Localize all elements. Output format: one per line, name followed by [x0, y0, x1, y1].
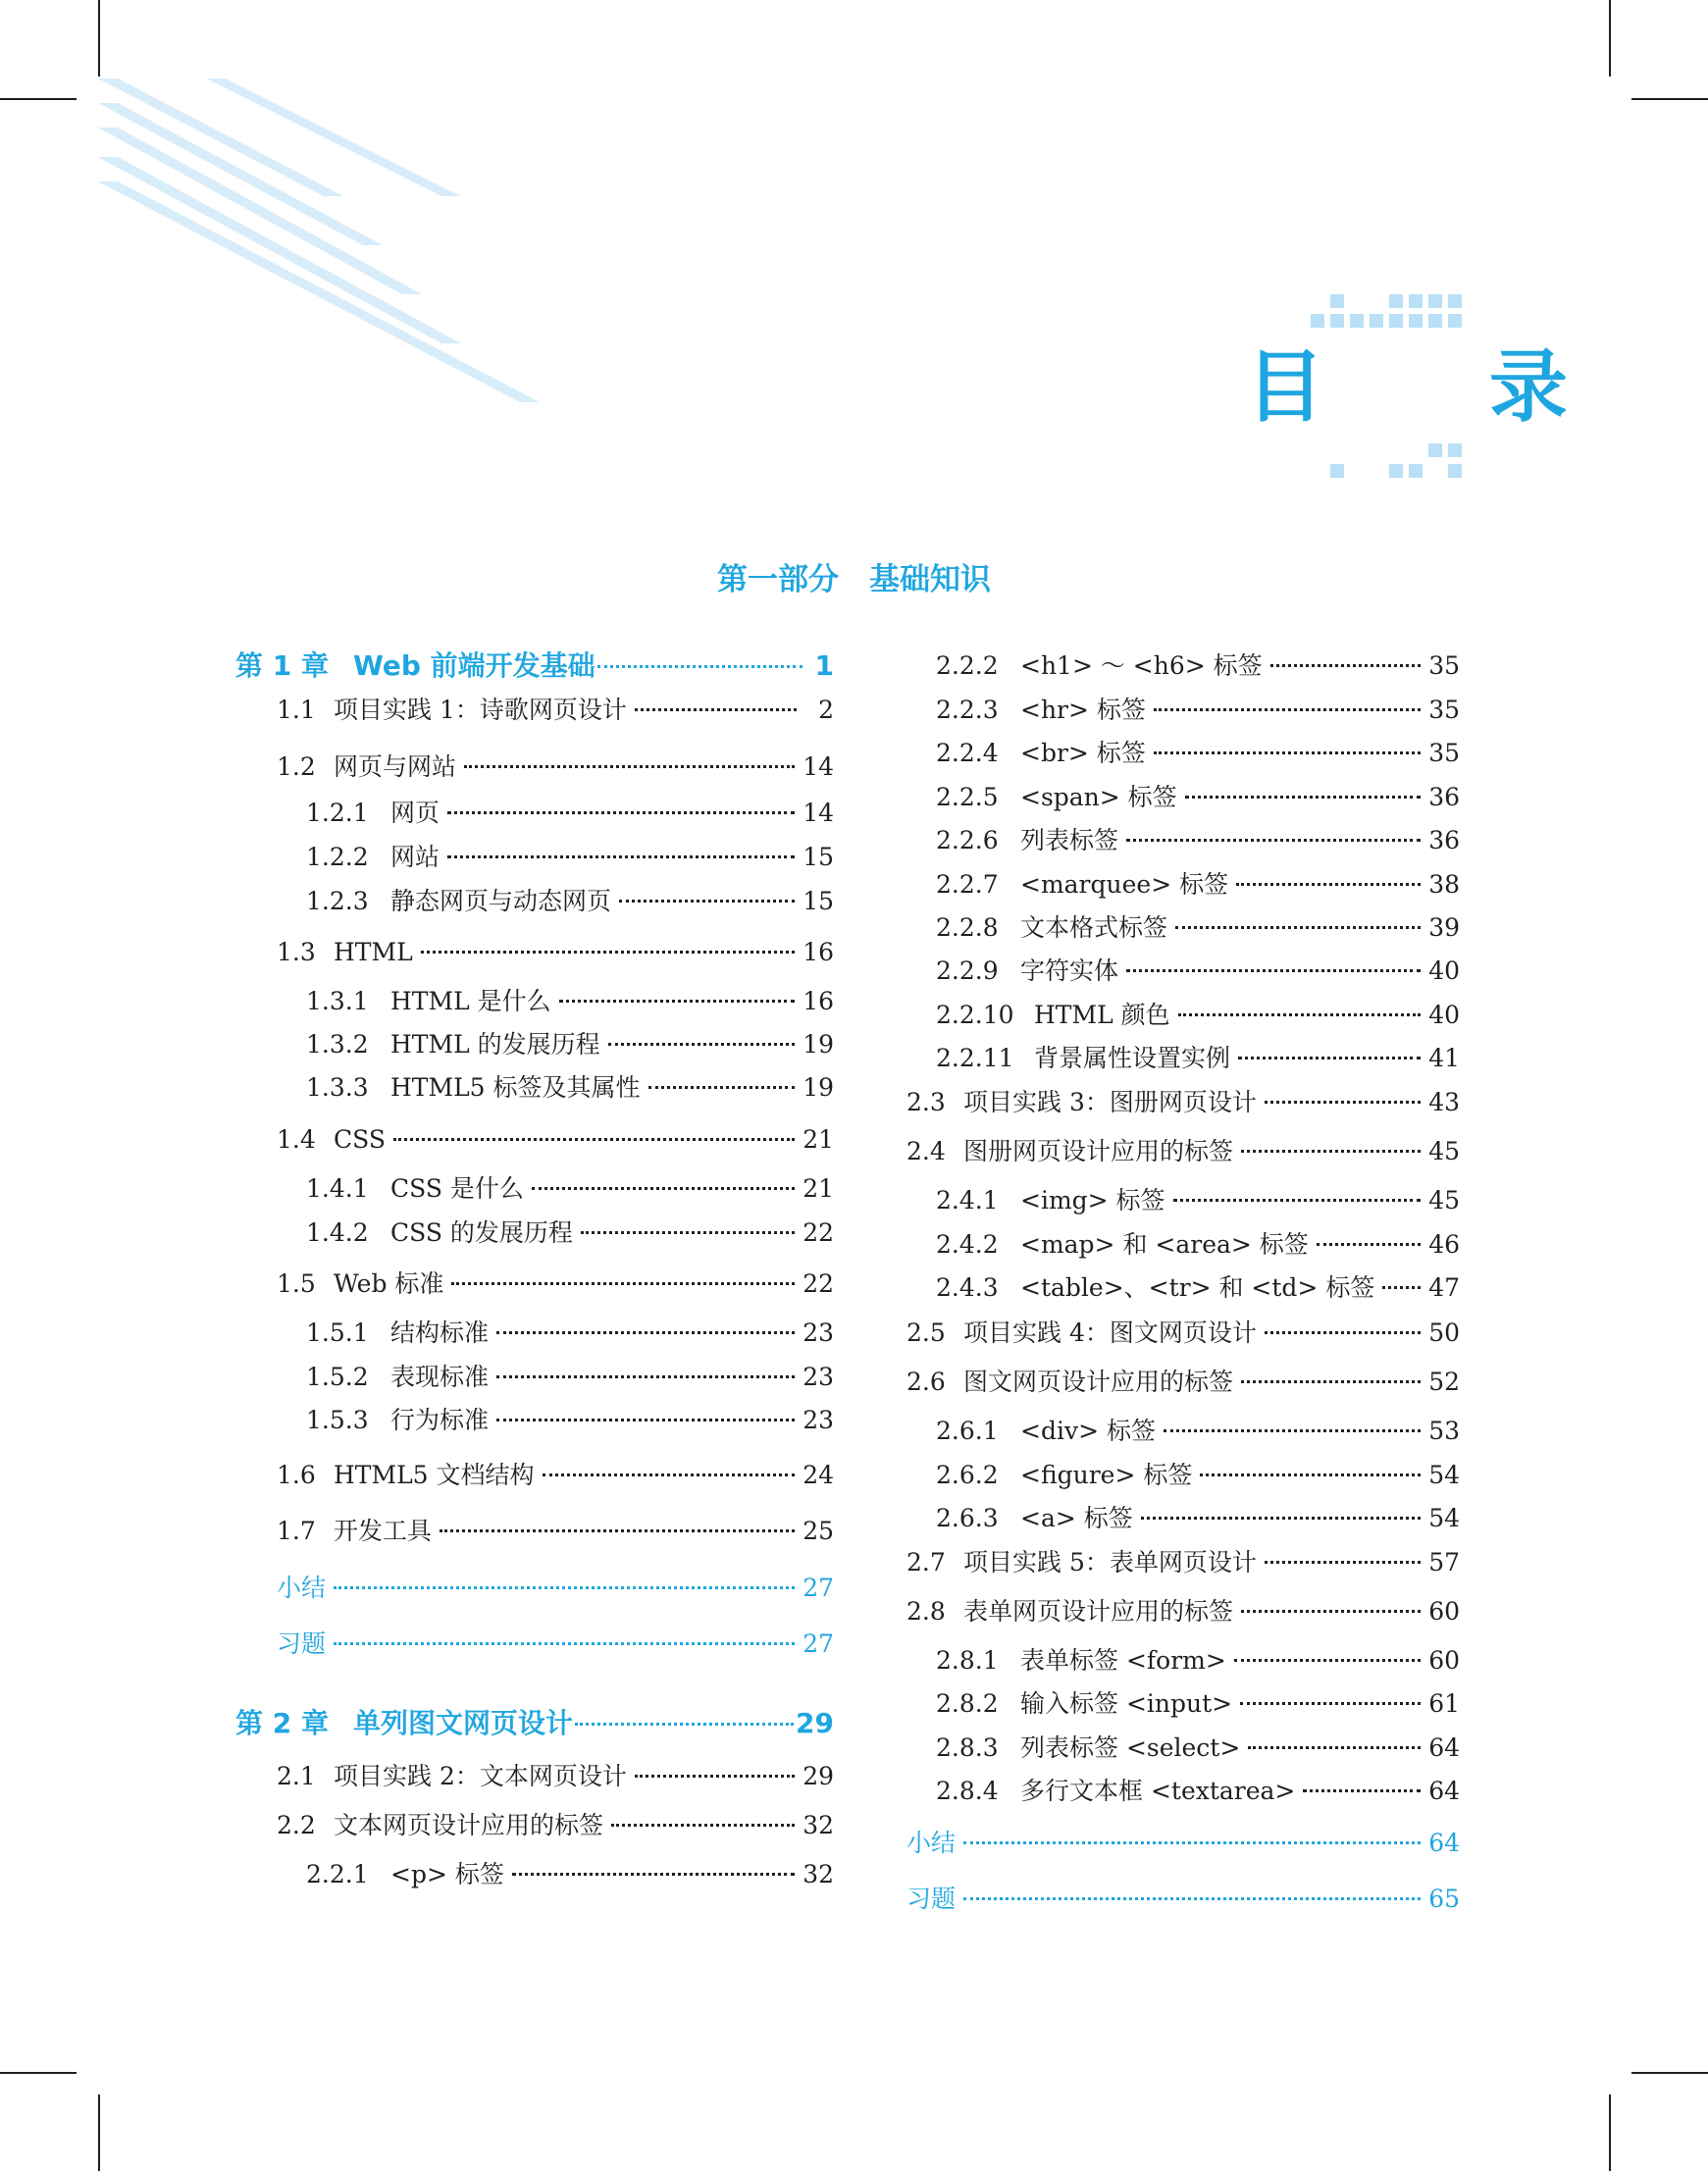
toc-entry — [277, 1459, 834, 1492]
toc-entry-title: HTML 颜色 — [1034, 1001, 1170, 1029]
toc-entry-title: 表单网页设计应用的标签 — [963, 1597, 1234, 1626]
toc-leader-dots — [464, 765, 795, 768]
toc-entry — [906, 1086, 1460, 1119]
toc-entry-number: 1.2.1 — [306, 799, 369, 827]
toc-entry-number: 2.2.10 — [936, 1001, 1014, 1029]
toc-entry — [306, 841, 834, 874]
toc-entry-number: 2.4.3 — [936, 1273, 999, 1302]
toc-entry-number: 2.8 — [906, 1597, 946, 1626]
toc-page-number: 64 — [1428, 1733, 1460, 1762]
toc-entry-title: <figure> 标签 — [1020, 1461, 1193, 1489]
toc-entry-title: 小结 — [906, 1829, 957, 1857]
toc-leader-dots — [1270, 664, 1422, 667]
toc-entry-number: 2.2.6 — [936, 826, 999, 854]
toc-chapter-entry — [235, 1707, 834, 1740]
toc-entry-title: 文本网页设计应用的标签 — [334, 1811, 604, 1839]
toc-entry-title: HTML 的发展历程 — [390, 1030, 600, 1059]
toc-page-number: 64 — [1428, 1777, 1460, 1805]
toc-leader-dots — [648, 1086, 796, 1089]
toc-entry-title: HTML5 文档结构 — [334, 1461, 535, 1489]
toc-page-number: 1 — [814, 649, 834, 682]
toc-entry-number: 2.8.2 — [936, 1689, 999, 1718]
toc-entry-title: <a> 标签 — [1020, 1504, 1133, 1532]
toc-leader-dots — [451, 1282, 795, 1285]
toc-page-number: 19 — [802, 1030, 834, 1059]
toc-leader-dots — [1141, 1517, 1421, 1520]
toc-leader-dots — [635, 708, 797, 711]
crop-mark — [1609, 2094, 1611, 2171]
toc-entry-number: 2.2.11 — [936, 1044, 1014, 1072]
toc-entry-title: 网页 — [390, 799, 440, 827]
toc-leader-dots — [1382, 1286, 1421, 1289]
toc-page-number: 19 — [802, 1073, 834, 1102]
toc-entry-title: <br> 标签 — [1020, 739, 1146, 767]
toc-page-number: 35 — [1428, 696, 1460, 724]
toc-leader-dots — [1303, 1789, 1421, 1792]
toc-entry — [936, 1644, 1460, 1678]
toc-page-number: 36 — [1428, 783, 1460, 811]
toc-page-number: 22 — [802, 1269, 834, 1298]
toc-entry-number: 1.5.1 — [306, 1318, 369, 1347]
toc-leader-dots — [1173, 1199, 1422, 1202]
toc-entry-title: <marquee> 标签 — [1020, 870, 1229, 899]
toc-entry-number: 1.5 — [277, 1269, 316, 1298]
toc-entry-number: 2.8.4 — [936, 1777, 999, 1805]
toc-entry-number: 2.4 — [906, 1137, 946, 1165]
toc-page-number: 14 — [802, 799, 834, 827]
toc-entry — [277, 694, 834, 727]
toc-page-number: 29 — [802, 1762, 834, 1790]
toc-leader-dots — [1185, 796, 1422, 799]
page-title: 目 录 — [1246, 341, 1636, 433]
toc-leader-dots — [334, 1586, 795, 1589]
toc-entry-number: 2.6.1 — [936, 1417, 999, 1445]
toc-page-number: 24 — [802, 1461, 834, 1489]
toc-page-number: 21 — [802, 1174, 834, 1203]
toc-leader-dots — [575, 1723, 794, 1726]
toc-entry — [277, 1515, 834, 1548]
toc-entry — [906, 1135, 1460, 1168]
toc-entry-number: 1.3.3 — [306, 1073, 369, 1102]
toc-leader-dots — [1234, 1659, 1421, 1662]
part-title: 第一部分 基础知识 — [717, 562, 991, 597]
toc-entry-number: 2.3 — [906, 1088, 946, 1116]
toc-page-number: 57 — [1428, 1548, 1460, 1577]
toc-page-number: 23 — [802, 1363, 834, 1391]
toc-leader-dots — [581, 1231, 795, 1234]
toc-page-number: 47 — [1428, 1273, 1460, 1302]
toc-entry-title: 项目实践 5：表单网页设计 — [963, 1548, 1257, 1577]
toc-entry — [936, 1502, 1460, 1535]
toc-page-number: 40 — [1428, 956, 1460, 985]
toc-entry-number: 1.3.2 — [306, 1030, 369, 1059]
toc-entry-number: 1.6 — [277, 1461, 316, 1489]
toc-entry — [277, 1267, 834, 1301]
toc-entry-title: 多行文本框 <textarea> — [1020, 1777, 1296, 1805]
toc-entry — [277, 1572, 834, 1605]
toc-leader-dots — [1317, 1243, 1421, 1246]
toc-entry — [936, 694, 1460, 727]
toc-page-number: 52 — [1428, 1368, 1460, 1396]
toc-entry-title: 网站 — [390, 843, 440, 871]
toc-page-number: 43 — [1428, 1088, 1460, 1116]
crop-mark — [1609, 0, 1611, 77]
crop-mark — [1631, 98, 1708, 100]
toc-leader-dots — [1164, 1429, 1421, 1432]
toc-leader-dots — [496, 1331, 795, 1334]
toc-page-number: 35 — [1428, 739, 1460, 767]
toc-entry-number: 1.3.1 — [306, 987, 369, 1015]
toc-page-number: 39 — [1428, 913, 1460, 942]
toc-leader-dots — [619, 900, 795, 903]
toc-entry — [277, 1628, 834, 1661]
toc-entry-title: 表现标准 — [390, 1363, 490, 1391]
toc-page-number: 40 — [1428, 1001, 1460, 1029]
toc-entry — [277, 1809, 834, 1842]
toc-entry-title: 网页与网站 — [334, 752, 457, 781]
toc-entry-title: 行为标准 — [390, 1406, 490, 1434]
toc-entry-number: 1.2.3 — [306, 887, 369, 915]
toc-entry — [306, 1172, 834, 1206]
toc-entry-title: CSS — [334, 1125, 386, 1154]
toc-entry-number: 1.2.2 — [306, 843, 369, 871]
toc-page-number: 29 — [796, 1707, 834, 1739]
toc-entry-title: 项目实践 2：文本网页设计 — [334, 1762, 627, 1790]
toc-page-number: 36 — [1428, 826, 1460, 854]
toc-page-number: 60 — [1428, 1646, 1460, 1675]
toc-entry — [936, 737, 1460, 770]
toc-entry-title: 文本格式标签 — [1020, 913, 1168, 942]
toc-entry-title: HTML 是什么 — [390, 987, 551, 1015]
toc-entry-title: 小结 — [277, 1574, 327, 1602]
toc-entry-number: 2.8.1 — [936, 1646, 999, 1675]
toc-page-number: 21 — [802, 1125, 834, 1154]
toc-leader-dots — [1241, 1150, 1421, 1153]
toc-page-number: 32 — [802, 1860, 834, 1888]
toc-entry — [936, 649, 1460, 683]
toc-entry-title: 表单标签 <form> — [1020, 1646, 1226, 1675]
toc-page-number: 45 — [1428, 1186, 1460, 1215]
toc-entry — [906, 1366, 1460, 1399]
toc-entry-title: HTML5 标签及其属性 — [390, 1073, 641, 1102]
toc-entry — [936, 781, 1460, 814]
toc-entry-title: 习题 — [277, 1629, 327, 1658]
toc-page-number: 54 — [1428, 1504, 1460, 1532]
toc-entry — [936, 1415, 1460, 1448]
toc-entry-number: 1.5.3 — [306, 1406, 369, 1434]
toc-entry-title: <map> 和 <area> 标签 — [1020, 1230, 1309, 1259]
toc-entry-title: <hr> 标签 — [1020, 696, 1146, 724]
toc-entry — [277, 936, 834, 969]
toc-entry — [936, 824, 1460, 857]
toc-leader-dots — [635, 1775, 795, 1778]
toc-leader-dots — [1238, 1057, 1421, 1060]
toc-entry-number: 2.2.3 — [936, 696, 999, 724]
decorative-stripes — [0, 0, 589, 432]
toc-leader-dots — [597, 665, 802, 668]
toc-entry — [306, 1404, 834, 1437]
toc-entry-title: 项目实践 1：诗歌网页设计 — [334, 696, 627, 724]
toc-entry-title: 习题 — [906, 1885, 957, 1913]
toc-entry — [306, 985, 834, 1018]
toc-entry — [906, 1827, 1460, 1860]
toc-leader-dots — [543, 1473, 796, 1476]
toc-entry-title: Web 前端开发基础 — [353, 649, 595, 682]
toc-leader-dots — [496, 1419, 795, 1421]
toc-page-number: 53 — [1428, 1417, 1460, 1445]
toc-entry-title: Web 标准 — [334, 1269, 444, 1298]
toc-entry — [306, 1028, 834, 1061]
toc-entry-title: 结构标准 — [390, 1318, 490, 1347]
toc-leader-dots — [1178, 1013, 1422, 1016]
toc-entry-number: 2.2.4 — [936, 739, 999, 767]
toc-entry-number: 2.6 — [906, 1368, 946, 1396]
toc-page-number: 16 — [802, 987, 834, 1015]
toc-leader-dots — [1265, 1331, 1421, 1334]
crop-mark — [1631, 2072, 1708, 2074]
toc-entry — [306, 1317, 834, 1350]
toc-entry-number: 1.5.2 — [306, 1363, 369, 1391]
toc-entry-number: 第 1 章 — [235, 649, 329, 682]
toc-entry — [306, 885, 834, 918]
toc-entry — [936, 1775, 1460, 1808]
toc-entry-title: 列表标签 <select> — [1020, 1733, 1241, 1762]
toc-entry — [906, 1883, 1460, 1916]
toc-entry-title: 项目实践 3：图册网页设计 — [963, 1088, 1257, 1116]
toc-entry-title: CSS 的发展历程 — [390, 1218, 573, 1247]
toc-entry-number: 2.2 — [277, 1811, 316, 1839]
toc-page-number: 61 — [1428, 1689, 1460, 1718]
toc-entry-title: 列表标签 — [1020, 826, 1119, 854]
toc-entry-number: 2.2.7 — [936, 870, 999, 899]
toc-leader-dots — [447, 811, 795, 814]
toc-leader-dots — [559, 1000, 796, 1003]
toc-entry — [936, 1687, 1460, 1721]
toc-page-number: 23 — [802, 1406, 834, 1434]
toc-leader-dots — [1154, 708, 1421, 711]
toc-page-number: 25 — [802, 1517, 834, 1545]
toc-page-number: 54 — [1428, 1461, 1460, 1489]
toc-entry — [906, 1595, 1460, 1628]
toc-entry — [936, 1271, 1460, 1305]
toc-entry — [936, 1459, 1460, 1492]
toc-entry-number: 1.1 — [277, 696, 316, 724]
toc-leader-dots — [611, 1824, 795, 1827]
toc-entry-number: 2.4.2 — [936, 1230, 999, 1259]
toc-entry-title: 背景属性设置实例 — [1034, 1044, 1231, 1072]
toc-page-number: 50 — [1428, 1318, 1460, 1347]
toc-leader-dots — [1175, 926, 1421, 929]
toc-leader-dots — [1241, 1610, 1421, 1613]
toc-entry-number: 1.2 — [277, 752, 316, 781]
toc-entry-title: <table>、<tr> 和 <td> 标签 — [1020, 1273, 1375, 1302]
crop-mark — [0, 2072, 77, 2074]
toc-page-number: 23 — [802, 1318, 834, 1347]
toc-page-number: 32 — [802, 1811, 834, 1839]
toc-leader-dots — [447, 855, 795, 858]
toc-entry — [936, 1732, 1460, 1765]
toc-leader-dots — [1265, 1101, 1421, 1104]
toc-leader-dots — [1236, 883, 1421, 886]
toc-leader-dots — [963, 1841, 1421, 1844]
toc-entry — [306, 1361, 834, 1394]
toc-entry-number: 1.4.2 — [306, 1218, 369, 1247]
toc-entry — [906, 1317, 1460, 1350]
toc-page-number: 14 — [802, 752, 834, 781]
toc-entry-number: 2.6.3 — [936, 1504, 999, 1532]
toc-entry-title: 静态网页与动态网页 — [390, 887, 612, 915]
toc-leader-dots — [1248, 1746, 1421, 1749]
toc-entry — [306, 1216, 834, 1250]
toc-page-number: 27 — [802, 1629, 834, 1658]
toc-entry-number: 2.4.1 — [936, 1186, 999, 1215]
toc-entry-number: 第 2 章 — [235, 1707, 329, 1739]
toc-entry — [906, 1546, 1460, 1579]
toc-leader-dots — [1154, 751, 1421, 754]
toc-entry — [936, 999, 1460, 1032]
toc-entry-title: 字符实体 — [1020, 956, 1119, 985]
toc-entry-title: <div> 标签 — [1020, 1417, 1156, 1445]
toc-page-number: 2 — [818, 696, 834, 724]
crop-mark — [98, 2094, 100, 2171]
toc-leader-dots — [1126, 839, 1421, 842]
toc-page-number: 27 — [802, 1574, 834, 1602]
toc-entry — [306, 797, 834, 830]
toc-entry-title: 开发工具 — [334, 1517, 433, 1545]
toc-page-number: 41 — [1428, 1044, 1460, 1072]
toc-entry — [306, 1858, 834, 1891]
toc-leader-dots — [512, 1873, 795, 1876]
toc-entry-number: 2.1 — [277, 1762, 316, 1790]
toc-entry-number: 1.4 — [277, 1125, 316, 1154]
toc-entry — [306, 1071, 834, 1105]
toc-leader-dots — [532, 1187, 795, 1190]
toc-page-number: 64 — [1428, 1829, 1460, 1857]
toc-entry — [936, 868, 1460, 902]
toc-leader-dots — [963, 1897, 1421, 1900]
toc-leader-dots — [1240, 1702, 1421, 1705]
toc-entry — [936, 955, 1460, 988]
toc-leader-dots — [1265, 1561, 1421, 1564]
toc-page-number: 45 — [1428, 1137, 1460, 1165]
toc-page-number: 16 — [802, 938, 834, 966]
toc-entry-title: <p> 标签 — [390, 1860, 504, 1888]
toc-entry-number: 2.7 — [906, 1548, 946, 1577]
toc-entry — [936, 1042, 1460, 1075]
toc-entry-number: 1.3 — [277, 938, 316, 966]
toc-entry-number: 2.2.2 — [936, 651, 999, 680]
toc-entry-title: <img> 标签 — [1020, 1186, 1165, 1215]
toc-entry — [936, 1228, 1460, 1262]
toc-entry-number: 1.7 — [277, 1517, 316, 1545]
toc-page-number: 35 — [1428, 651, 1460, 680]
toc-entry-number: 2.2.5 — [936, 783, 999, 811]
toc-page-number: 65 — [1428, 1885, 1460, 1913]
toc-entry — [277, 1760, 834, 1793]
toc-entry-title: 单列图文网页设计 — [353, 1707, 574, 1739]
toc-entry-number: 2.5 — [906, 1318, 946, 1347]
toc-page-number: 38 — [1428, 870, 1460, 899]
toc-leader-dots — [440, 1529, 795, 1532]
toc-leader-dots — [1241, 1380, 1421, 1383]
toc-entry-title: 输入标签 <input> — [1020, 1689, 1233, 1718]
toc-page-number: 46 — [1428, 1230, 1460, 1259]
toc-page-number: 22 — [802, 1218, 834, 1247]
toc-entry-title: CSS 是什么 — [390, 1174, 524, 1203]
toc-entry — [936, 911, 1460, 945]
toc-entry-title: <span> 标签 — [1020, 783, 1177, 811]
toc-entry-title: 项目实践 4：图文网页设计 — [963, 1318, 1257, 1347]
toc-entry-number: 2.2.1 — [306, 1860, 369, 1888]
toc-leader-dots — [393, 1138, 795, 1141]
toc-entry-title: <h1> ～ <h6> 标签 — [1020, 651, 1263, 680]
toc-page-number: 15 — [802, 843, 834, 871]
toc-leader-dots — [1200, 1473, 1421, 1476]
toc-entry — [936, 1184, 1460, 1217]
toc-entry-title: 图文网页设计应用的标签 — [963, 1368, 1234, 1396]
toc-entry-number: 2.2.8 — [936, 913, 999, 942]
toc-page-number: 60 — [1428, 1597, 1460, 1626]
toc-entry — [277, 1123, 834, 1157]
toc-leader-dots — [421, 951, 796, 954]
toc-leader-dots — [496, 1375, 795, 1378]
toc-entry — [277, 750, 834, 784]
toc-entry-number: 2.2.9 — [936, 956, 999, 985]
toc-entry-number: 2.6.2 — [936, 1461, 999, 1489]
toc-leader-dots — [334, 1642, 795, 1645]
toc-entry-number: 1.4.1 — [306, 1174, 369, 1203]
toc-chapter-entry — [235, 649, 834, 683]
toc-entry-title: 图册网页设计应用的标签 — [963, 1137, 1234, 1165]
toc-leader-dots — [1126, 969, 1421, 972]
toc-entry-number: 2.8.3 — [936, 1733, 999, 1762]
toc-leader-dots — [608, 1043, 796, 1046]
toc-entry-title: HTML — [334, 938, 413, 966]
toc-page-number: 15 — [802, 887, 834, 915]
